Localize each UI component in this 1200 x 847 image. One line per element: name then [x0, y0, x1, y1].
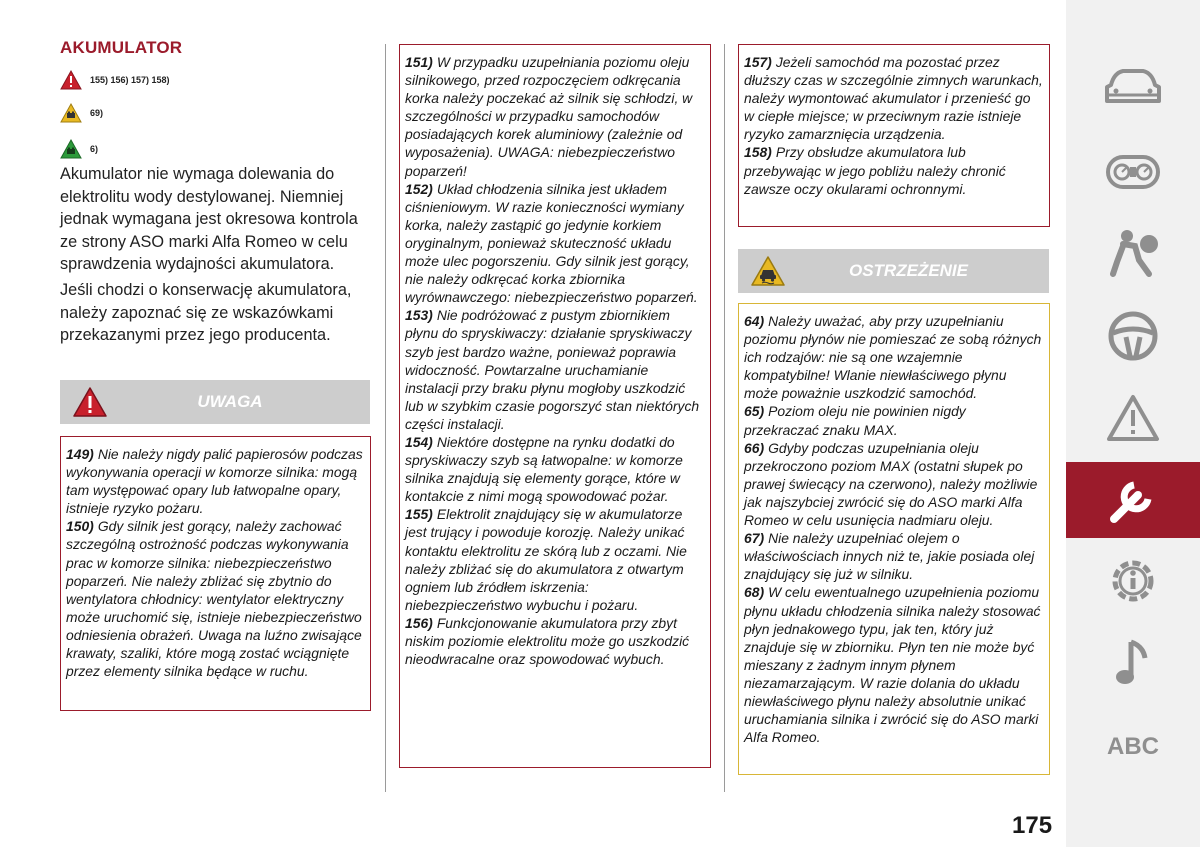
intro-paragraph-1: Akumulator nie wymaga dolewania do elektrolitu wody destylowanej. Niemniej jednak wymagana jest okresowa kontrola ze strony ASO marki Alfa Romeo w celu sprawdzenia wydajności akumulatora. [60, 165, 358, 273]
tab-audio[interactable] [1066, 625, 1200, 701]
note-item [405, 505, 704, 614]
tab-dashboard[interactable] [1066, 134, 1200, 210]
note-item [405, 306, 704, 433]
symbol-refs: 69) [90, 108, 104, 118]
tab-maintenance[interactable] [1066, 462, 1200, 538]
note-item [744, 53, 1043, 143]
note-item [66, 445, 364, 517]
notes-box-col2 [399, 44, 711, 768]
tab-index[interactable] [1066, 709, 1200, 785]
battery-warning-red-icon [60, 70, 82, 90]
note-text: Gdy silnik jest gorący, należy zachować szczególną ostrożność podczas wykonywania prac w komorze silnika: niebezpieczeństwo poparzeń. Nie należy zbliżać się zbytnio do wentylatora chłodnicy: wentylator elektryczny może uruchomić się, istnieje niebezpieczeństwo odniesienia obrażeń. Uwaga na luźno zwisające krawaty, szaliki, które mogą zostać wciągnięte przez elementy silnika będące w ruchu. [66, 518, 362, 680]
note-number: 156) [405, 614, 433, 631]
note-item [744, 439, 1043, 529]
symbol-refs: 6) [90, 144, 99, 154]
column-divider [724, 44, 725, 792]
note-number: 154) [405, 433, 433, 450]
note-number: 151) [405, 54, 433, 70]
music-note-icon [1111, 636, 1155, 690]
notes-box-col1 [60, 436, 371, 711]
tab-warning[interactable] [1066, 380, 1200, 456]
symbol-row-red [60, 70, 170, 90]
tab-car[interactable] [1066, 49, 1200, 125]
note-number: 152) [405, 180, 433, 197]
note-text: Gdyby podczas uzupełniania oleju przekroczono poziom MAX (ostatni słupek po prawej świecący na czerwono), należy możliwie jak najszybciej zwrócić się do ASO marki Alfa Romeo w celu usunięcia nadmiaru oleju. [744, 439, 1038, 529]
airbag-safety-icon [1105, 226, 1161, 278]
note-number: 150) [66, 518, 94, 535]
car-skid-icon [750, 255, 786, 287]
symbol-row-yellow [60, 103, 103, 123]
note-item [405, 180, 704, 307]
tab-info[interactable] [1066, 543, 1200, 619]
chapter-sidebar [1066, 0, 1200, 847]
note-item [744, 529, 1043, 583]
note-text: Nie należy uzupełniać olejem o właściwościach innych niż te, jakie posiada olej znajdujący się już w silniku. [744, 530, 1035, 583]
uwaga-banner-label: UWAGA [197, 392, 263, 411]
battery-env-green-icon [60, 139, 82, 159]
note-item [405, 53, 704, 180]
ostrzezenie-banner-label: OSTRZEŻENIE [848, 261, 968, 280]
note-number: 157) [744, 54, 772, 70]
warning-triangle-icon [72, 386, 108, 418]
note-item [744, 143, 1043, 197]
car-icon [1101, 65, 1165, 109]
note-number: 149) [66, 446, 94, 462]
notes-box-col3-bottom [738, 303, 1050, 775]
note-text: W przypadku uzupełniania poziomu oleju silnikowego, przed rozpoczęciem odkręcania korka należy poczekać aż silnik się schłodzi, w szczególności w przypadku samochodów posiadających korek aluminiowy (zależnie od wyposażenia). UWAGA: niebezpieczeństwo poparzeń! [405, 54, 693, 179]
note-item [744, 402, 1043, 438]
note-item [66, 517, 364, 680]
uwaga-banner [60, 380, 370, 424]
note-text: Układ chłodzenia silnika jest układem ciśnieniowym. W razie konieczności wymiany korka, należy zastąpić go jedynie korkiem oryginalnym, ponieważ skuteczność układu może ulec pogorszeniu. Gdy silnik jest gorący, nie należy odkręcać korka zbiornika wyrównawczego: niebezpieczeństwo poparzeń. [405, 180, 698, 306]
note-text: Nie należy nigdy palić papierosów podczas wykonywania operacji w komorze silnika: mogą tam występować opary lub łatwopalne opary, istnieje ryzyko pożaru. [66, 446, 363, 517]
note-text: Niektóre dostępne na rynku dodatki do spryskiwaczy szyb są łatwopalne: w komorze silnika znajdują się elementy gorące, które w kontakcie z nimi mogą spowodować pożar. [405, 433, 683, 505]
note-text: Należy uważać, aby przy uzupełnianiu poziomu płynów nie pomieszać ze sobą różnych ich rodzajów: nie są one wzajemnie kompatybilne! Wlanie niewłaściwego płynu może poważnie uszkodzić samochód. [744, 313, 1042, 402]
section-title: AKUMULATOR [60, 38, 183, 57]
info-gear-icon [1106, 554, 1160, 608]
steering-wheel-icon [1106, 309, 1160, 363]
note-text: Funkcjonowanie akumulatora przy zbyt niskim poziomie elektrolitu może go uszkodzić nieodwracalne oraz spowodować wybuch. [405, 614, 690, 668]
symbol-row-green [60, 139, 98, 159]
note-number: 64) [744, 313, 765, 329]
note-item [744, 312, 1043, 402]
column-divider [385, 44, 386, 792]
note-text: W celu ewentualnego uzupełnienia poziomu płynu układu chłodzenia silnika należy stosować płyn jednakowego typu, jak ten, który już znajduje się w zbiorniku. Płyn ten nie może być mieszany z żadnym innym płynem niezamarzającym. W razie dolania do układu niewłaściwego płynu należy absolutnie unikać uruchamiania silnika i zwrócić się do ASO marki Alfa Romeo. [744, 584, 1041, 746]
intro-paragraph-2: Jeśli chodzi o konserwację akumulatora, należy zapoznać się ze wskazówkami przekazanymi przez jego producenta. [60, 281, 352, 344]
note-number: 153) [405, 307, 433, 324]
note-text: Jeżeli samochód ma pozostać przez dłuższy czas w szczególnie zimnych warunkach, należy wymontować akumulator i przenieść go w ciepłe miejsce; w przeciwnym razie istnieje ryzyko zamarznięcia urządzenia. [744, 54, 1043, 143]
note-number: 65) [744, 403, 765, 420]
note-text: Nie podróżować z pustym zbiornikiem płynu do spryskiwaczy: działanie spryskiwaczy szyb jest bardzo ważne, ponieważ poprawia widoczność. Powtarzalne uruchamianie instalacji przy braku płynu mogłoby uszkodzić lub w szybkim czasie pogorszyć stan niektórych części instalacji. [405, 307, 700, 432]
tab-steering[interactable] [1066, 298, 1200, 374]
note-number: 66) [744, 439, 765, 456]
note-text: Elektrolit znajdujący się w akumulatorze jest trujący i powoduje korozję. Należy unikać kontaktu elektrolitu ze skórą lub z oczami. Nie należy zbliżać się do akumulatora z otwartym ogniem lub źródłem iskrzenia: niebezpieczeństwo wybuchu i pożaru. [405, 506, 687, 613]
note-item [405, 433, 704, 505]
warning-triangle-icon [1106, 393, 1160, 443]
ostrzezenie-banner [738, 249, 1049, 293]
tab-safety[interactable] [1066, 214, 1200, 290]
dashboard-icon [1105, 150, 1161, 194]
battery-warning-yellow-icon [60, 103, 82, 123]
page-number: 175 [1012, 812, 1053, 839]
note-text: Poziom oleju nie powinien nigdy przekraczać znaku MAX. [744, 403, 966, 438]
wrench-icon [1104, 471, 1162, 529]
index-tab-label: ABC [1107, 733, 1159, 760]
notes-box-col3-top [738, 44, 1050, 227]
note-item [744, 583, 1043, 746]
note-number: 155) [405, 506, 433, 523]
note-number: 158) [744, 144, 772, 161]
note-text: Przy obsłudze akumulatora lub przebywając w jego pobliżu należy chronić zawsze oczy okularami ochronnymi. [744, 144, 1006, 197]
note-item [405, 614, 704, 668]
symbol-refs: 155) 156) 157) 158) [90, 75, 170, 85]
note-number: 68) [744, 584, 765, 601]
note-number: 67) [744, 530, 765, 547]
